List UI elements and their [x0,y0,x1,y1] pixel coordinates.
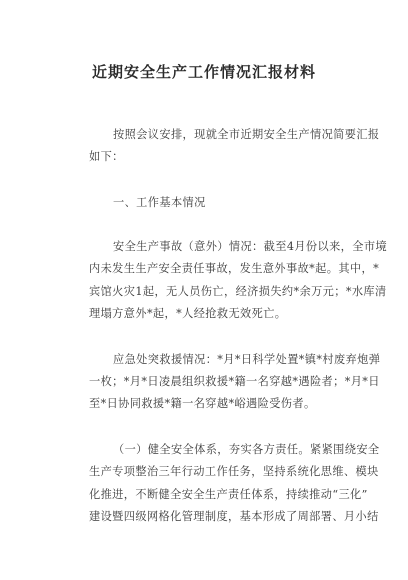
accidents-line-3: 宾馆火灾1起，无人员伤亡，经济损失约*余万元；*水库清 [89,285,387,298]
system-line-2: 生产专项整治三年行动工作任务，坚持系统化思维、模块 [89,465,379,478]
rescue-line-2: 一枚；*月*日凌晨组织救援*籍一名穿越*遇险者；*月*日 [89,375,380,388]
rescue-line-1: 应急处突救援情况：*月*日科学处置*镇*村废弃炮弹 [113,353,381,366]
system-line-3: 化推进，不断健全安全生产责任体系，持续推动“三化” [89,488,368,501]
rescue-line-3: 至*日协同救援*籍一名穿越*峪遇险受伤者。 [89,397,316,410]
intro-line-2: 如下： [89,150,124,163]
section-heading: 一、工作基本情况 [113,196,206,209]
system-line-1: （一）健全安全体系，夯实各方责任。紧紧围绕安全 [113,443,380,456]
intro-line-1: 按照会议安排，现就全市近期安全生产情况简要汇报 [113,128,380,141]
document-title: 近期安全生产工作情况汇报材料 [91,63,316,81]
accidents-line-4: 理塌方意外*起，*人经抢救无效死亡。 [89,307,287,320]
accidents-line-2: 内未发生生产安全责任事故，发生意外事故*起。其中，* [89,262,380,275]
accidents-line-1: 安全生产事故（意外）情况：截至4月份以来，全市境 [113,240,388,253]
system-line-4: 建设暨四级网格化管理制度，基本形成了周部署、月小结 [89,510,379,523]
